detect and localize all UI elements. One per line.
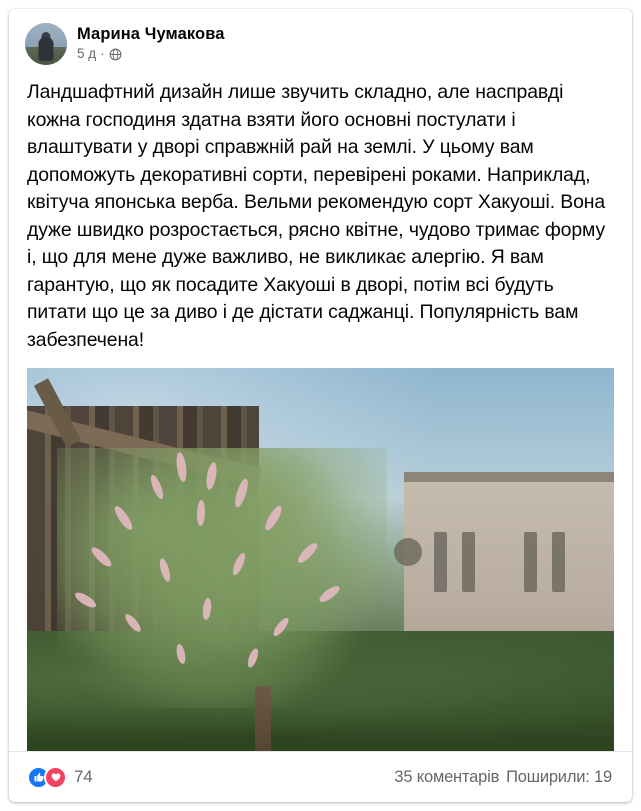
meta-separator: · xyxy=(100,46,105,61)
love-icon xyxy=(44,766,67,789)
photo-building-window xyxy=(552,532,565,592)
post-timestamp[interactable]: 5 д xyxy=(77,46,97,61)
author-name[interactable]: Марина Чумакова xyxy=(77,25,225,43)
post-text: Ландшафтний дизайн лише звучить складно, але насправді кожна господиня здатна взяти його основні постулати і влаштувати у дворі справжній рай на землі. У цьому вам допоможуть декоративні сорти, перевірені роками. Наприклад, квітуча японська верба. Вельми рекомендую сорт Хакуоші. Вона дуже швидко розростається, рясно квітне, чудово тримає форму і, що для мене дуже важливо, не викликає алергію. Я вам гарантую, що як посадите Хакуоші в дворі, потім всі будуть питати що це за диво і де дістати саджанці. Популярність вам забезпечена! xyxy=(27,81,611,351)
photo-willow-tree xyxy=(57,448,387,708)
post-footer xyxy=(9,751,632,802)
photo-tree-trunk xyxy=(255,686,271,751)
photo-building-window xyxy=(524,532,537,592)
photo-building-window xyxy=(434,532,447,592)
social-post-card xyxy=(9,9,632,802)
post-header-text xyxy=(77,23,225,62)
footer-stats xyxy=(394,768,612,787)
post-photo[interactable] xyxy=(27,368,614,751)
reactions-summary[interactable] xyxy=(27,766,93,789)
post-header xyxy=(9,9,632,69)
post-meta xyxy=(77,46,225,62)
photo-building-round-window xyxy=(394,538,422,566)
avatar-image-person-body xyxy=(39,37,54,61)
comments-count[interactable]: 35 коментарів xyxy=(394,767,500,786)
avatar[interactable] xyxy=(25,23,67,65)
reaction-count: 74 xyxy=(74,767,93,787)
shares-count[interactable]: Поширили: 19 xyxy=(506,767,612,786)
photo-building-window xyxy=(462,532,475,592)
globe-icon[interactable] xyxy=(109,48,122,61)
